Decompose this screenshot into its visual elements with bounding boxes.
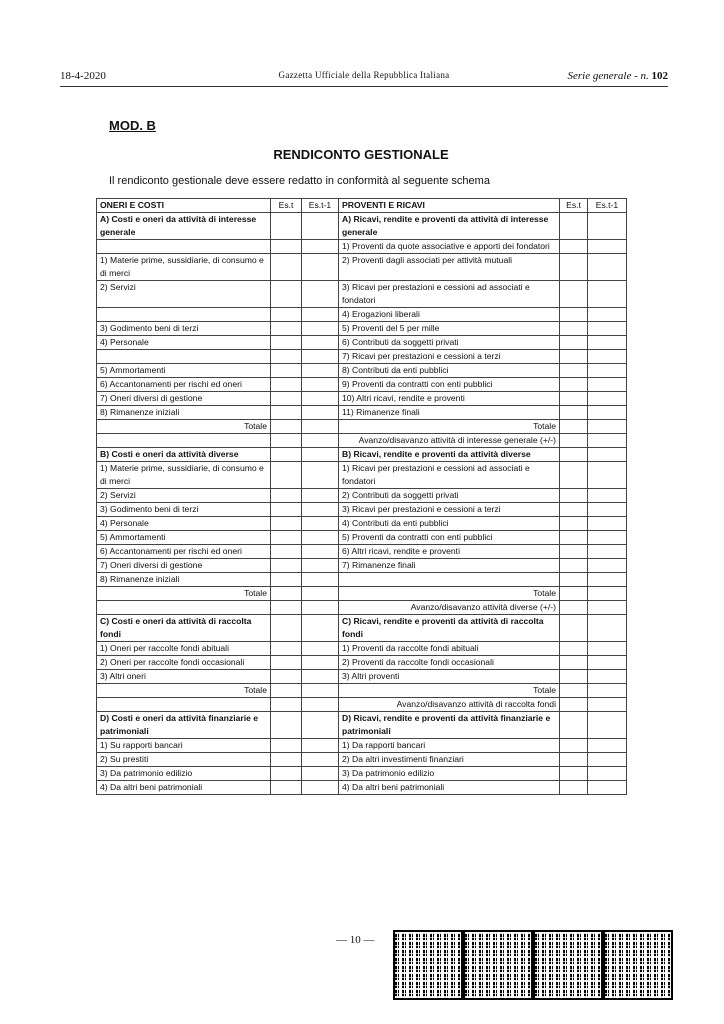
oneri-es-t-cell (271, 517, 302, 531)
oneri-costi-cell: B) Costi e oneri da attività diverse (97, 448, 271, 462)
table-row (97, 378, 627, 392)
proventi-es-t-cell (560, 531, 588, 545)
datamatrix-code-4 (603, 930, 673, 1000)
oneri-costi-cell (97, 698, 271, 712)
oneri-es-t-cell (271, 364, 302, 378)
header-series-label: Serie generale - n. (567, 70, 649, 82)
oneri-costi-cell: 3) Godimento beni di terzi (97, 322, 271, 336)
proventi-ricavi-cell: Avanzo/disavanzo attività diverse (+/-) (339, 601, 560, 615)
oneri-es-t1-cell (302, 240, 339, 254)
proventi-es-t1-cell (588, 364, 627, 378)
oneri-es-t1-cell (302, 350, 339, 364)
datamatrix-code-2 (463, 930, 533, 1000)
proventi-ricavi-cell: 9) Proventi da contratti con enti pubblici (339, 378, 560, 392)
oneri-es-t1-cell (302, 684, 339, 698)
proventi-es-t-cell (560, 392, 588, 406)
oneri-es-t1-cell (302, 462, 339, 489)
oneri-es-t-cell (271, 684, 302, 698)
header-es-t: Es.t (271, 199, 302, 213)
oneri-es-t-cell (271, 503, 302, 517)
rendiconto-table-body (97, 199, 627, 795)
oneri-costi-cell: C) Costi e oneri da attività di raccolta fondi (97, 615, 271, 642)
proventi-es-t-cell (560, 684, 588, 698)
oneri-costi-cell: 7) Oneri diversi di gestione (97, 392, 271, 406)
table-row (97, 601, 627, 615)
header-es-t1-right: Es.t-1 (588, 199, 627, 213)
proventi-es-t1-cell (588, 767, 627, 781)
proventi-es-t-cell (560, 642, 588, 656)
oneri-es-t-cell (271, 308, 302, 322)
oneri-costi-cell: 8) Rimanenze iniziali (97, 406, 271, 420)
oneri-es-t1-cell (302, 615, 339, 642)
rendiconto-table (96, 198, 627, 795)
oneri-es-t-cell (271, 781, 302, 795)
proventi-es-t-cell (560, 670, 588, 684)
oneri-es-t1-cell (302, 503, 339, 517)
oneri-es-t-cell (271, 545, 302, 559)
oneri-es-t1-cell (302, 781, 339, 795)
proventi-es-t-cell (560, 587, 588, 601)
proventi-es-t1-cell (588, 517, 627, 531)
proventi-ricavi-cell: 10) Altri ricavi, rendite e proventi (339, 392, 560, 406)
proventi-es-t1-cell (588, 545, 627, 559)
table-row (97, 406, 627, 420)
proventi-es-t1-cell (588, 308, 627, 322)
table-row (97, 531, 627, 545)
oneri-costi-cell: 1) Materie prime, sussidiarie, di consumo e di merci (97, 254, 271, 281)
oneri-es-t1-cell (302, 489, 339, 503)
proventi-ricavi-cell: 4) Erogazioni liberali (339, 308, 560, 322)
proventi-ricavi-cell: Totale (339, 420, 560, 434)
proventi-es-t-cell (560, 336, 588, 350)
header-es-t-right: Es.t (560, 199, 588, 213)
proventi-ricavi-cell: C) Ricavi, rendite e proventi da attività di raccolta fondi (339, 615, 560, 642)
proventi-es-t-cell (560, 503, 588, 517)
proventi-ricavi-cell: 1) Ricavi per prestazioni e cessioni ad associati e fondatori (339, 462, 560, 489)
proventi-es-t1-cell (588, 698, 627, 712)
oneri-costi-cell: 4) Da altri beni patrimoniali (97, 781, 271, 795)
header-issue-number: 102 (651, 70, 668, 82)
oneri-costi-cell: 3) Altri oneri (97, 670, 271, 684)
oneri-es-t-cell (271, 281, 302, 308)
proventi-es-t-cell (560, 517, 588, 531)
oneri-es-t-cell (271, 615, 302, 642)
proventi-es-t-cell (560, 364, 588, 378)
oneri-costi-cell: 7) Oneri diversi di gestione (97, 559, 271, 573)
table-header-row (97, 199, 627, 213)
table-row (97, 698, 627, 712)
proventi-es-t1-cell (588, 615, 627, 642)
proventi-ricavi-cell: 3) Ricavi per prestazioni e cessioni a terzi (339, 503, 560, 517)
proventi-ricavi-cell: 7) Ricavi per prestazioni e cessioni a terzi (339, 350, 560, 364)
oneri-es-t1-cell (302, 698, 339, 712)
proventi-ricavi-cell: 3) Da patrimonio edilizio (339, 767, 560, 781)
proventi-es-t1-cell (588, 336, 627, 350)
oneri-es-t-cell (271, 322, 302, 336)
oneri-es-t1-cell (302, 739, 339, 753)
proventi-es-t1-cell (588, 489, 627, 503)
page-number: — 10 — (336, 934, 375, 946)
table-row (97, 573, 627, 587)
table-row (97, 434, 627, 448)
oneri-es-t-cell (271, 767, 302, 781)
proventi-es-t-cell (560, 462, 588, 489)
table-row (97, 364, 627, 378)
table-row (97, 517, 627, 531)
table-row (97, 322, 627, 336)
page-title: RENDICONTO GESTIONALE (273, 147, 449, 162)
proventi-ricavi-cell: 1) Proventi da raccolte fondi abituali (339, 642, 560, 656)
proventi-es-t-cell (560, 350, 588, 364)
proventi-ricavi-cell: Totale (339, 587, 560, 601)
oneri-es-t1-cell (302, 213, 339, 240)
table-row (97, 739, 627, 753)
oneri-costi-cell: 3) Da patrimonio edilizio (97, 767, 271, 781)
proventi-es-t-cell (560, 322, 588, 336)
table-row (97, 489, 627, 503)
proventi-ricavi-cell: 11) Rimanenze finali (339, 406, 560, 420)
proventi-ricavi-cell: 2) Da altri investimenti finanziari (339, 753, 560, 767)
oneri-es-t1-cell (302, 448, 339, 462)
table-row (97, 336, 627, 350)
proventi-es-t1-cell (588, 739, 627, 753)
oneri-costi-cell: 8) Rimanenze iniziali (97, 573, 271, 587)
proventi-es-t-cell (560, 698, 588, 712)
oneri-costi-cell (97, 434, 271, 448)
proventi-es-t1-cell (588, 448, 627, 462)
oneri-costi-cell: 6) Accantonamenti per rischi ed oneri (97, 545, 271, 559)
oneri-costi-cell (97, 240, 271, 254)
table-row (97, 448, 627, 462)
oneri-es-t1-cell (302, 642, 339, 656)
oneri-es-t-cell (271, 739, 302, 753)
oneri-es-t1-cell (302, 753, 339, 767)
oneri-es-t1-cell (302, 587, 339, 601)
table-row (97, 420, 627, 434)
table-row (97, 615, 627, 642)
oneri-costi-cell: 5) Ammortamenti (97, 364, 271, 378)
proventi-es-t-cell (560, 254, 588, 281)
oneri-costi-cell: D) Costi e oneri da attività finanziarie e patrimoniali (97, 712, 271, 739)
proventi-ricavi-cell: 3) Altri proventi (339, 670, 560, 684)
proventi-es-t-cell (560, 656, 588, 670)
proventi-ricavi-cell: 2) Contributi da soggetti privati (339, 489, 560, 503)
proventi-es-t1-cell (588, 753, 627, 767)
oneri-es-t1-cell (302, 767, 339, 781)
oneri-es-t-cell (271, 753, 302, 767)
proventi-es-t1-cell (588, 462, 627, 489)
oneri-es-t1-cell (302, 308, 339, 322)
oneri-es-t-cell (271, 698, 302, 712)
oneri-es-t-cell (271, 392, 302, 406)
oneri-es-t-cell (271, 559, 302, 573)
oneri-costi-cell: 1) Su rapporti bancari (97, 739, 271, 753)
table-row (97, 545, 627, 559)
proventi-ricavi-cell: 4) Contributi da enti pubblici (339, 517, 560, 531)
proventi-es-t-cell (560, 739, 588, 753)
oneri-es-t1-cell (302, 378, 339, 392)
proventi-es-t-cell (560, 712, 588, 739)
table-row (97, 462, 627, 489)
oneri-es-t-cell (271, 336, 302, 350)
proventi-es-t1-cell (588, 531, 627, 545)
oneri-es-t-cell (271, 587, 302, 601)
table-row (97, 670, 627, 684)
proventi-es-t1-cell (588, 573, 627, 587)
table-row (97, 350, 627, 364)
proventi-ricavi-cell: 4) Da altri beni patrimoniali (339, 781, 560, 795)
proventi-es-t-cell (560, 406, 588, 420)
oneri-es-t-cell (271, 350, 302, 364)
table-row (97, 642, 627, 656)
table-row (97, 213, 627, 240)
header-date: 18-4-2020 (60, 70, 106, 82)
oneri-es-t-cell (271, 656, 302, 670)
header-oneri-costi: ONERI E COSTI (97, 199, 271, 213)
oneri-costi-cell: 5) Ammortamenti (97, 531, 271, 545)
oneri-es-t1-cell (302, 392, 339, 406)
oneri-es-t1-cell (302, 573, 339, 587)
oneri-es-t-cell (271, 531, 302, 545)
proventi-es-t1-cell (588, 392, 627, 406)
proventi-es-t-cell (560, 213, 588, 240)
proventi-ricavi-cell: 1) Da rapporti bancari (339, 739, 560, 753)
oneri-es-t-cell (271, 462, 302, 489)
oneri-costi-cell: Totale (97, 420, 271, 434)
proventi-es-t-cell (560, 545, 588, 559)
oneri-es-t-cell (271, 489, 302, 503)
proventi-es-t1-cell (588, 587, 627, 601)
proventi-ricavi-cell (339, 573, 560, 587)
oneri-es-t1-cell (302, 670, 339, 684)
proventi-es-t-cell (560, 240, 588, 254)
gazette-header (60, 70, 668, 87)
oneri-costi-cell (97, 308, 271, 322)
proventi-es-t1-cell (588, 559, 627, 573)
table-row (97, 712, 627, 739)
proventi-es-t-cell (560, 767, 588, 781)
oneri-es-t1-cell (302, 545, 339, 559)
proventi-es-t-cell (560, 448, 588, 462)
oneri-costi-cell (97, 601, 271, 615)
proventi-es-t-cell (560, 781, 588, 795)
proventi-es-t-cell (560, 489, 588, 503)
oneri-costi-cell: A) Costi e oneri da attività di interesse generale (97, 213, 271, 240)
proventi-es-t1-cell (588, 350, 627, 364)
header-series (568, 70, 669, 82)
proventi-ricavi-cell: A) Ricavi, rendite e proventi da attività di interesse generale (339, 213, 560, 240)
oneri-es-t-cell (271, 601, 302, 615)
proventi-es-t-cell (560, 753, 588, 767)
oneri-es-t1-cell (302, 406, 339, 420)
proventi-es-t-cell (560, 378, 588, 392)
oneri-costi-cell (97, 350, 271, 364)
proventi-ricavi-cell: 2) Proventi dagli associati per attività mutuali (339, 254, 560, 281)
proventi-ricavi-cell: Avanzo/disavanzo attività di raccolta fondi (339, 698, 560, 712)
table-row (97, 684, 627, 698)
model-label: MOD. B (109, 118, 156, 133)
oneri-es-t1-cell (302, 559, 339, 573)
proventi-es-t-cell (560, 308, 588, 322)
oneri-costi-cell: 2) Su prestiti (97, 753, 271, 767)
oneri-es-t-cell (271, 712, 302, 739)
oneri-costi-cell: Totale (97, 587, 271, 601)
proventi-ricavi-cell: 6) Contributi da soggetti privati (339, 336, 560, 350)
oneri-es-t1-cell (302, 712, 339, 739)
oneri-es-t1-cell (302, 281, 339, 308)
proventi-es-t-cell (560, 434, 588, 448)
oneri-es-t1-cell (302, 254, 339, 281)
proventi-ricavi-cell: B) Ricavi, rendite e proventi da attività diverse (339, 448, 560, 462)
table-row (97, 781, 627, 795)
table-row (97, 308, 627, 322)
proventi-es-t1-cell (588, 378, 627, 392)
proventi-es-t1-cell (588, 601, 627, 615)
oneri-costi-cell: 2) Servizi (97, 281, 271, 308)
table-row (97, 392, 627, 406)
datamatrix-code-3 (533, 930, 603, 1000)
oneri-costi-cell: 1) Oneri per raccolte fondi abituali (97, 642, 271, 656)
proventi-ricavi-cell: 5) Proventi del 5 per mille (339, 322, 560, 336)
header-es-t1: Es.t-1 (302, 199, 339, 213)
oneri-es-t-cell (271, 378, 302, 392)
proventi-es-t-cell (560, 281, 588, 308)
proventi-ricavi-cell: 7) Rimanenze finali (339, 559, 560, 573)
table-row (97, 587, 627, 601)
proventi-ricavi-cell: Totale (339, 684, 560, 698)
table-row (97, 240, 627, 254)
proventi-ricavi-cell: 2) Proventi da raccolte fondi occasionali (339, 656, 560, 670)
proventi-ricavi-cell: 5) Proventi da contratti con enti pubblici (339, 531, 560, 545)
oneri-es-t-cell (271, 448, 302, 462)
proventi-es-t1-cell (588, 670, 627, 684)
proventi-es-t1-cell (588, 712, 627, 739)
proventi-es-t-cell (560, 601, 588, 615)
oneri-es-t-cell (271, 670, 302, 684)
oneri-costi-cell: 3) Godimento beni di terzi (97, 503, 271, 517)
proventi-es-t1-cell (588, 406, 627, 420)
proventi-ricavi-cell: 3) Ricavi per prestazioni e cessioni ad associati e fondatori (339, 281, 560, 308)
proventi-es-t-cell (560, 559, 588, 573)
oneri-costi-cell: 6) Accantonamenti per rischi ed oneri (97, 378, 271, 392)
oneri-costi-cell: 2) Servizi (97, 489, 271, 503)
table-row (97, 753, 627, 767)
oneri-es-t-cell (271, 642, 302, 656)
proventi-es-t1-cell (588, 656, 627, 670)
proventi-ricavi-cell: 6) Altri ricavi, rendite e proventi (339, 545, 560, 559)
oneri-costi-cell: 4) Personale (97, 517, 271, 531)
oneri-es-t1-cell (302, 517, 339, 531)
oneri-es-t1-cell (302, 336, 339, 350)
header-proventi-ricavi: PROVENTI E RICAVI (339, 199, 560, 213)
oneri-es-t1-cell (302, 434, 339, 448)
oneri-costi-cell: 2) Oneri per raccolte fondi occasionali (97, 656, 271, 670)
intro-text: Il rendiconto gestionale deve essere redatto in conformità al seguente schema (109, 175, 490, 187)
oneri-es-t-cell (271, 406, 302, 420)
proventi-es-t1-cell (588, 281, 627, 308)
table-row (97, 281, 627, 308)
datamatrix-code-1 (393, 930, 463, 1000)
oneri-costi-cell: 4) Personale (97, 336, 271, 350)
proventi-es-t1-cell (588, 434, 627, 448)
proventi-es-t-cell (560, 615, 588, 642)
table-row (97, 254, 627, 281)
oneri-es-t-cell (271, 420, 302, 434)
oneri-es-t1-cell (302, 531, 339, 545)
oneri-es-t-cell (271, 213, 302, 240)
proventi-es-t1-cell (588, 642, 627, 656)
proventi-es-t1-cell (588, 240, 627, 254)
proventi-es-t1-cell (588, 420, 627, 434)
proventi-es-t-cell (560, 420, 588, 434)
oneri-es-t-cell (271, 240, 302, 254)
oneri-es-t-cell (271, 434, 302, 448)
table-row (97, 656, 627, 670)
oneri-es-t1-cell (302, 364, 339, 378)
oneri-es-t-cell (271, 573, 302, 587)
proventi-ricavi-cell: D) Ricavi, rendite e proventi da attività finanziarie e patrimoniali (339, 712, 560, 739)
proventi-es-t-cell (560, 573, 588, 587)
proventi-es-t1-cell (588, 684, 627, 698)
proventi-ricavi-cell: 1) Proventi da quote associative e apporti dei fondatori (339, 240, 560, 254)
oneri-costi-cell: 1) Materie prime, sussidiarie, di consumo e di merci (97, 462, 271, 489)
oneri-es-t1-cell (302, 420, 339, 434)
oneri-es-t1-cell (302, 656, 339, 670)
proventi-es-t1-cell (588, 503, 627, 517)
proventi-es-t1-cell (588, 781, 627, 795)
oneri-es-t1-cell (302, 601, 339, 615)
oneri-es-t-cell (271, 254, 302, 281)
header-title: Gazzetta Ufficiale della Repubblica Italiana (278, 70, 450, 80)
table-row (97, 503, 627, 517)
oneri-costi-cell: Totale (97, 684, 271, 698)
proventi-ricavi-cell: 8) Contributi da enti pubblici (339, 364, 560, 378)
proventi-es-t1-cell (588, 254, 627, 281)
proventi-es-t1-cell (588, 213, 627, 240)
oneri-es-t1-cell (302, 322, 339, 336)
proventi-es-t1-cell (588, 322, 627, 336)
proventi-ricavi-cell: Avanzo/disavanzo attività di interesse generale (+/-) (339, 434, 560, 448)
table-row (97, 767, 627, 781)
table-row (97, 559, 627, 573)
